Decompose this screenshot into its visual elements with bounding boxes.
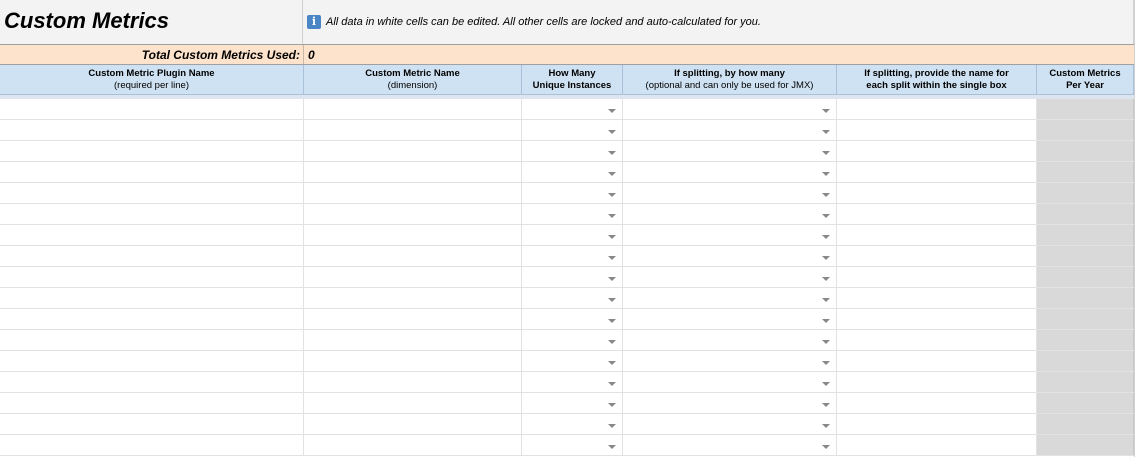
- col-unique-instances-cell[interactable]: [522, 288, 623, 308]
- col-metric-name-cell[interactable]: [304, 393, 522, 413]
- col-split-names-cell[interactable]: [837, 99, 1037, 119]
- dropdown-arrow-icon[interactable]: [608, 382, 616, 386]
- dropdown-arrow-icon[interactable]: [822, 235, 830, 239]
- col-plugin-name-cell[interactable]: [0, 246, 304, 266]
- table-row: [0, 435, 1144, 456]
- dropdown-arrow-icon[interactable]: [608, 151, 616, 155]
- col-split-count-cell[interactable]: [623, 309, 837, 329]
- col-split-names-cell[interactable]: [837, 309, 1037, 329]
- col-split-names-cell[interactable]: [837, 141, 1037, 161]
- table-row: [0, 288, 1144, 309]
- header-title: Custom Metrics: [1049, 68, 1121, 79]
- col-split-count-cell[interactable]: [623, 99, 837, 119]
- header-title-line2: Per Year: [1066, 80, 1104, 91]
- col-metrics-per-year-cell: [1037, 309, 1134, 329]
- header-col-split-names: [837, 65, 1037, 95]
- col-split-count-cell[interactable]: [623, 372, 837, 392]
- dropdown-arrow-icon[interactable]: [822, 403, 830, 407]
- col-unique-instances-cell[interactable]: [522, 330, 623, 350]
- col-unique-instances-cell[interactable]: [522, 141, 623, 161]
- col-unique-instances-cell[interactable]: [522, 246, 623, 266]
- col-metric-name-cell[interactable]: [304, 204, 522, 224]
- dropdown-arrow-icon[interactable]: [608, 319, 616, 323]
- col-metrics-per-year-cell: [1037, 288, 1134, 308]
- col-split-count-cell[interactable]: [623, 204, 837, 224]
- col-metrics-per-year-cell: [1037, 120, 1134, 140]
- col-split-count-cell[interactable]: [623, 330, 837, 350]
- col-metrics-per-year-cell: [1037, 162, 1134, 182]
- dropdown-arrow-icon[interactable]: [608, 235, 616, 239]
- col-unique-instances-cell[interactable]: [522, 267, 623, 287]
- data-grid: [0, 99, 1144, 456]
- header-title: If splitting, by how many: [674, 68, 785, 79]
- col-unique-instances-cell[interactable]: [522, 204, 623, 224]
- dropdown-arrow-icon[interactable]: [822, 277, 830, 281]
- header-title: If splitting, provide the name for: [864, 68, 1009, 79]
- col-metric-name-cell[interactable]: [304, 414, 522, 434]
- col-plugin-name-cell[interactable]: [0, 99, 304, 119]
- title-row: [0, 0, 1144, 44]
- dropdown-arrow-icon[interactable]: [822, 361, 830, 365]
- col-metrics-per-year-cell: [1037, 246, 1134, 266]
- col-plugin-name-cell[interactable]: [0, 393, 304, 413]
- table-row: [0, 225, 1144, 246]
- col-metrics-per-year-cell: [1037, 204, 1134, 224]
- col-plugin-name-cell[interactable]: [0, 204, 304, 224]
- col-split-names-cell[interactable]: [837, 246, 1037, 266]
- col-plugin-name-cell[interactable]: [0, 162, 304, 182]
- dropdown-arrow-icon[interactable]: [608, 193, 616, 197]
- col-plugin-name-cell[interactable]: [0, 267, 304, 287]
- header-col-metric-name: [304, 65, 522, 95]
- dropdown-arrow-icon[interactable]: [608, 403, 616, 407]
- header-title: Custom Metric Plugin Name: [88, 68, 215, 79]
- col-split-count-cell[interactable]: [623, 393, 837, 413]
- col-metric-name-cell[interactable]: [304, 351, 522, 371]
- cell-divider: [303, 45, 304, 64]
- col-metric-name-cell[interactable]: [304, 267, 522, 287]
- dropdown-arrow-icon[interactable]: [608, 130, 616, 134]
- header-title-line2: Unique Instances: [532, 80, 612, 91]
- col-split-count-cell[interactable]: [623, 120, 837, 140]
- dropdown-arrow-icon[interactable]: [822, 256, 830, 260]
- dropdown-arrow-icon[interactable]: [822, 445, 830, 449]
- dropdown-arrow-icon[interactable]: [608, 424, 616, 428]
- col-unique-instances-cell[interactable]: [522, 183, 623, 203]
- col-split-names-cell[interactable]: [837, 372, 1037, 392]
- col-metrics-per-year-cell: [1037, 351, 1134, 371]
- dropdown-arrow-icon[interactable]: [822, 319, 830, 323]
- table-row: [0, 141, 1144, 162]
- dropdown-arrow-icon[interactable]: [822, 298, 830, 302]
- table-row: [0, 267, 1144, 288]
- col-split-names-cell[interactable]: [837, 120, 1037, 140]
- col-metric-name-cell[interactable]: [304, 120, 522, 140]
- col-unique-instances-cell[interactable]: [522, 99, 623, 119]
- col-split-names-cell[interactable]: [837, 435, 1037, 455]
- col-unique-instances-cell[interactable]: [522, 372, 623, 392]
- header-title: Custom Metric Name: [365, 68, 460, 79]
- col-metric-name-cell[interactable]: [304, 309, 522, 329]
- col-metric-name-cell[interactable]: [304, 141, 522, 161]
- table-row: [0, 393, 1144, 414]
- col-plugin-name-cell[interactable]: [0, 183, 304, 203]
- col-split-count-cell[interactable]: [623, 141, 837, 161]
- col-metric-name-cell[interactable]: [304, 99, 522, 119]
- col-metric-name-cell[interactable]: [304, 330, 522, 350]
- table-row: [0, 309, 1144, 330]
- col-metric-name-cell[interactable]: [304, 288, 522, 308]
- col-plugin-name-cell[interactable]: [0, 309, 304, 329]
- col-unique-instances-cell[interactable]: [522, 351, 623, 371]
- header-title-line2: each split within the single box: [866, 80, 1007, 91]
- col-metrics-per-year-cell: [1037, 435, 1134, 455]
- col-unique-instances-cell[interactable]: [522, 225, 623, 245]
- header-col-plugin-name: [0, 65, 304, 95]
- col-split-count-cell[interactable]: [623, 225, 837, 245]
- col-metric-name-cell[interactable]: [304, 183, 522, 203]
- dropdown-arrow-icon[interactable]: [822, 151, 830, 155]
- col-metrics-per-year-cell: [1037, 225, 1134, 245]
- table-row: [0, 183, 1144, 204]
- info-text: All data in white cells can be edited. All other cells are locked and auto-calculated for you.: [326, 16, 761, 28]
- dropdown-arrow-icon[interactable]: [608, 172, 616, 176]
- col-plugin-name-cell[interactable]: [0, 288, 304, 308]
- dropdown-arrow-icon[interactable]: [608, 340, 616, 344]
- table-row: [0, 330, 1144, 351]
- header-col-metrics-per-year: [1037, 65, 1134, 95]
- col-unique-instances-cell[interactable]: [522, 120, 623, 140]
- col-metric-name-cell[interactable]: [304, 246, 522, 266]
- col-metrics-per-year-cell: [1037, 330, 1134, 350]
- col-split-names-cell[interactable]: [837, 393, 1037, 413]
- sheet-edge: [1134, 0, 1144, 457]
- column-header-row: [0, 65, 1134, 95]
- col-metric-name-cell[interactable]: [304, 435, 522, 455]
- dropdown-arrow-icon[interactable]: [608, 445, 616, 449]
- table-row: [0, 120, 1144, 141]
- col-unique-instances-cell[interactable]: [522, 435, 623, 455]
- col-unique-instances-cell[interactable]: [522, 162, 623, 182]
- dropdown-arrow-icon[interactable]: [608, 298, 616, 302]
- table-row: [0, 204, 1144, 225]
- table-row: [0, 414, 1144, 435]
- dropdown-arrow-icon[interactable]: [608, 214, 616, 218]
- col-metrics-per-year-cell: [1037, 372, 1134, 392]
- col-metrics-per-year-cell: [1037, 393, 1134, 413]
- header-col-unique-instances: [522, 65, 623, 95]
- info-icon: i: [307, 15, 321, 29]
- dropdown-arrow-icon[interactable]: [608, 256, 616, 260]
- col-split-count-cell[interactable]: [623, 435, 837, 455]
- col-plugin-name-cell[interactable]: [0, 225, 304, 245]
- col-metrics-per-year-cell: [1037, 141, 1134, 161]
- col-plugin-name-cell[interactable]: [0, 141, 304, 161]
- dropdown-arrow-icon[interactable]: [822, 172, 830, 176]
- col-plugin-name-cell[interactable]: [0, 120, 304, 140]
- col-metrics-per-year-cell: [1037, 99, 1134, 119]
- col-metric-name-cell[interactable]: [304, 162, 522, 182]
- total-value: 0: [308, 48, 315, 62]
- table-row: [0, 372, 1144, 393]
- table-row: [0, 99, 1144, 120]
- table-row: [0, 351, 1144, 372]
- col-split-names-cell[interactable]: [837, 204, 1037, 224]
- col-plugin-name-cell[interactable]: [0, 351, 304, 371]
- col-unique-instances-cell[interactable]: [522, 414, 623, 434]
- col-plugin-name-cell[interactable]: [0, 435, 304, 455]
- total-row: [0, 44, 1134, 65]
- col-split-count-cell[interactable]: [623, 351, 837, 371]
- dropdown-arrow-icon[interactable]: [822, 382, 830, 386]
- col-metric-name-cell[interactable]: [304, 372, 522, 392]
- table-row: [0, 162, 1144, 183]
- dropdown-arrow-icon[interactable]: [822, 130, 830, 134]
- col-split-count-cell[interactable]: [623, 183, 837, 203]
- col-split-names-cell[interactable]: [837, 351, 1037, 371]
- col-unique-instances-cell[interactable]: [522, 309, 623, 329]
- dropdown-arrow-icon[interactable]: [608, 109, 616, 113]
- header-subtitle: (required per line): [114, 80, 189, 91]
- dropdown-arrow-icon[interactable]: [822, 214, 830, 218]
- col-split-count-cell[interactable]: [623, 414, 837, 434]
- col-split-names-cell[interactable]: [837, 225, 1037, 245]
- col-split-count-cell[interactable]: [623, 267, 837, 287]
- col-split-names-cell[interactable]: [837, 288, 1037, 308]
- header-subtitle: (optional and can only be used for JMX): [645, 80, 814, 91]
- col-split-count-cell[interactable]: [623, 162, 837, 182]
- title-cell[interactable]: [0, 0, 303, 44]
- col-split-names-cell[interactable]: [837, 162, 1037, 182]
- info-cell[interactable]: [304, 0, 1134, 44]
- col-split-names-cell[interactable]: [837, 183, 1037, 203]
- col-unique-instances-cell[interactable]: [522, 393, 623, 413]
- sheet-title: Custom Metrics: [4, 8, 170, 33]
- dropdown-arrow-icon[interactable]: [608, 277, 616, 281]
- col-plugin-name-cell[interactable]: [0, 330, 304, 350]
- header-col-split-count: [623, 65, 837, 95]
- col-metric-name-cell[interactable]: [304, 225, 522, 245]
- col-plugin-name-cell[interactable]: [0, 372, 304, 392]
- header-subtitle: (dimension): [387, 80, 438, 91]
- dropdown-arrow-icon[interactable]: [608, 361, 616, 365]
- col-plugin-name-cell[interactable]: [0, 414, 304, 434]
- dropdown-arrow-icon[interactable]: [822, 193, 830, 197]
- header-title: How Many: [548, 68, 596, 79]
- dropdown-arrow-icon[interactable]: [822, 424, 830, 428]
- table-row: [0, 246, 1144, 267]
- dropdown-arrow-icon[interactable]: [822, 109, 830, 113]
- dropdown-arrow-icon[interactable]: [822, 340, 830, 344]
- col-split-count-cell[interactable]: [623, 288, 837, 308]
- col-metrics-per-year-cell: [1037, 267, 1134, 287]
- col-metrics-per-year-cell: [1037, 183, 1134, 203]
- col-split-names-cell[interactable]: [837, 330, 1037, 350]
- total-label: Total Custom Metrics Used:: [141, 48, 300, 62]
- col-split-count-cell[interactable]: [623, 246, 837, 266]
- col-split-names-cell[interactable]: [837, 414, 1037, 434]
- col-metrics-per-year-cell: [1037, 414, 1134, 434]
- col-split-names-cell[interactable]: [837, 267, 1037, 287]
